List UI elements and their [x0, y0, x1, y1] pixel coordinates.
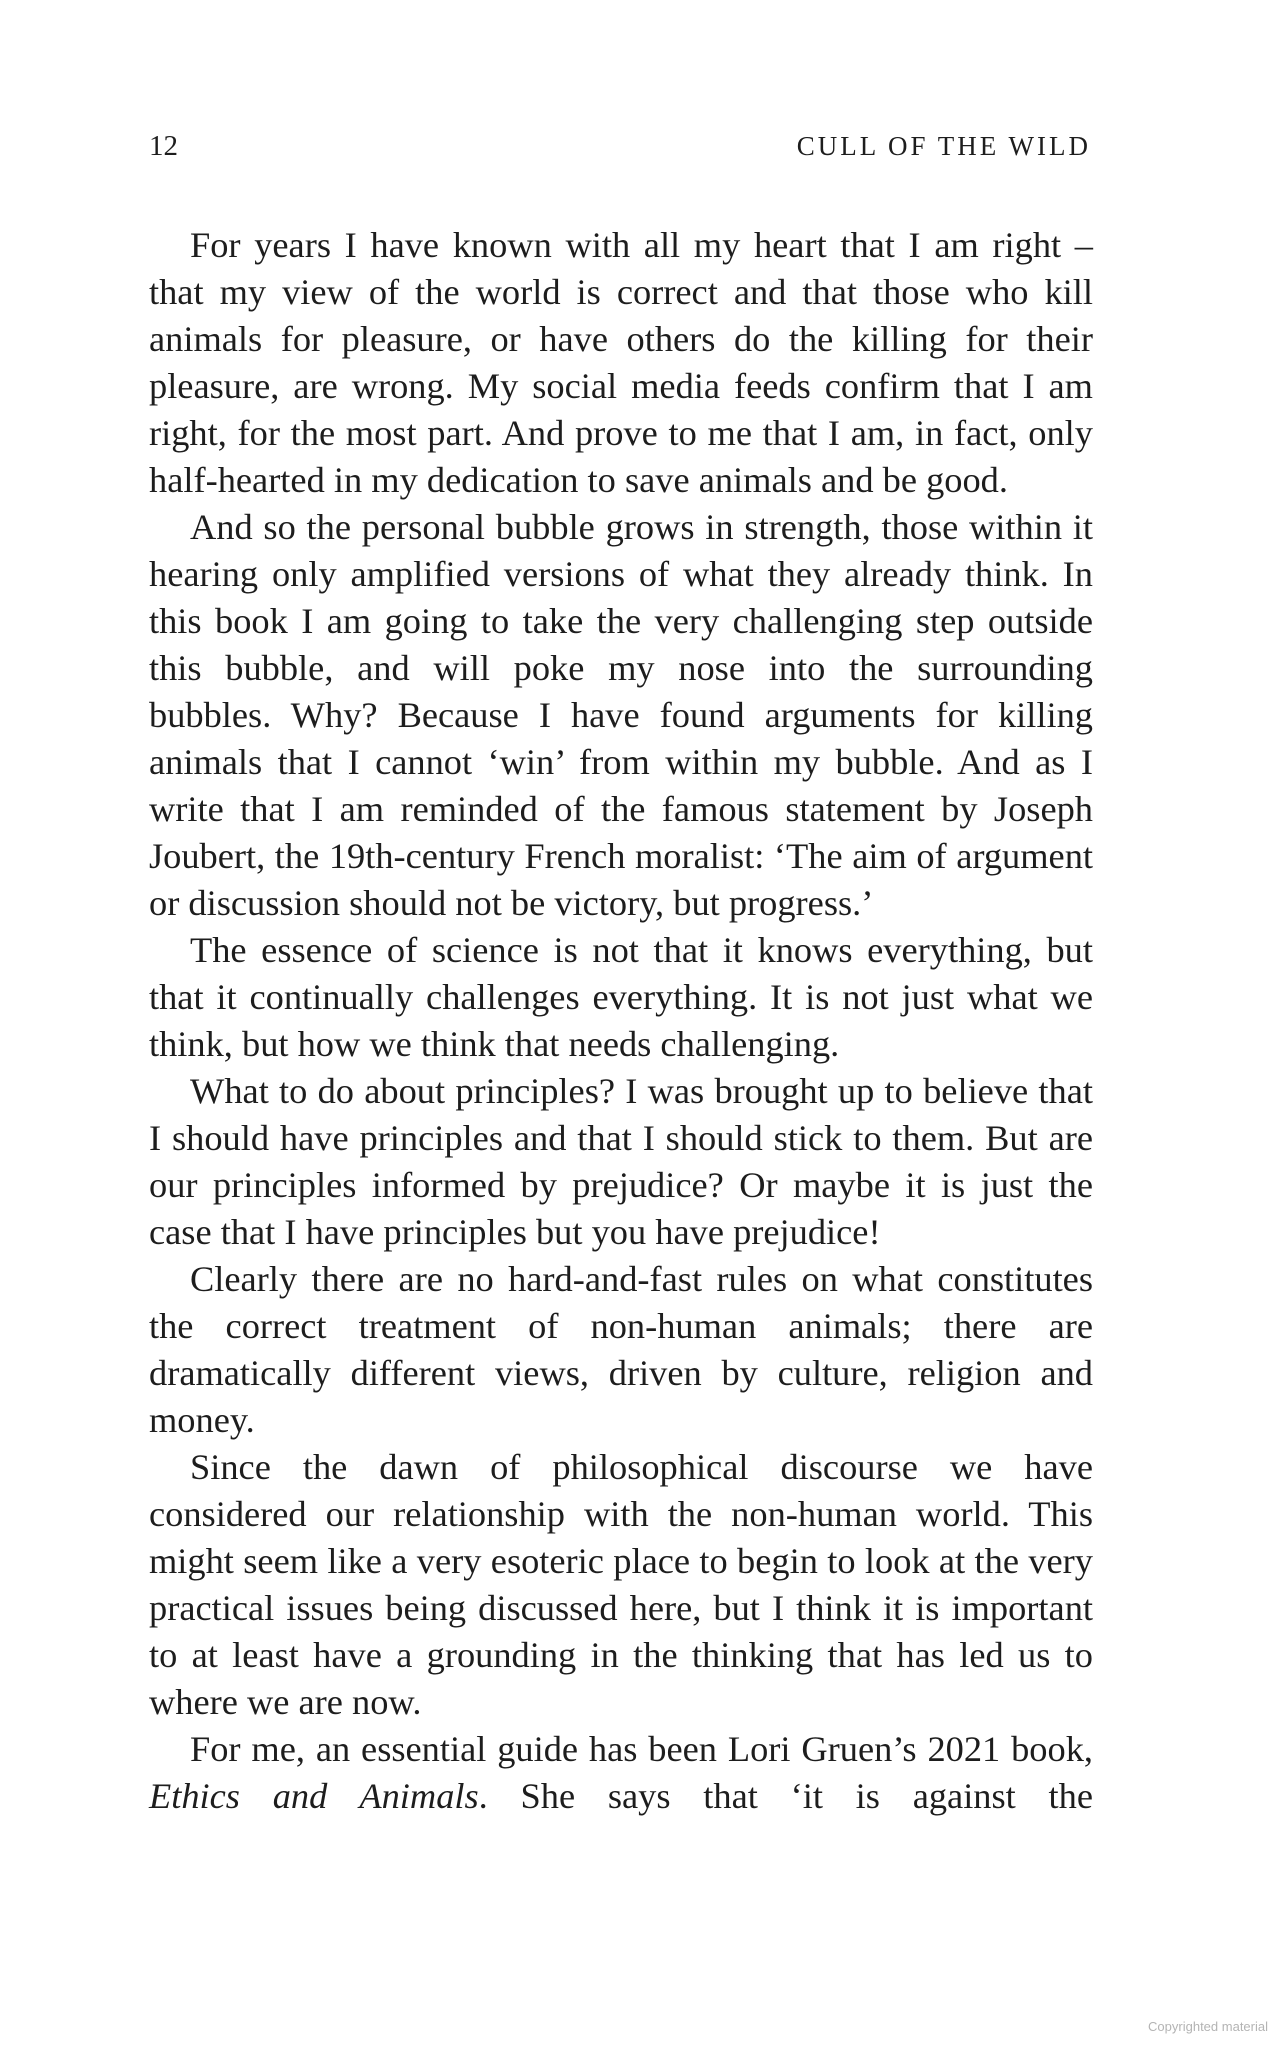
paragraph: The essence of science is not that it knows everything, but that it continually challenges everything. It is not just what we think, but how we think that needs challenging.: [149, 930, 1093, 1064]
cited-book-title: Ethics and Animals: [149, 1776, 479, 1816]
paragraph: Clearly there are no hard-and-fast rules on what constitutes the correct treatment of non-human animals; there are dramatically different views, driven by culture, religion and money.: [149, 1259, 1093, 1440]
paragraph: Since the dawn of philosophical discourse we have considered our relationship with the non-human world. This might seem like a very esoteric place to begin to look at the very practical issues being discussed here, but I think it is important to at least have a grounding in the thinking that has led us to where we are now.: [149, 1447, 1093, 1722]
paragraph-text-before-title: For me, an essential guide has been Lori Gruen’s 2021 book,: [190, 1729, 1093, 1769]
body-text: [149, 222, 1093, 1820]
paragraph: For years I have known with all my heart that I am right – that my view of the world is correct and that those who kill animals for pleasure, or have others do the killing for their pleasure, are wrong. My social media feeds confirm that I am right, for the most part. And prove to me that I am, in fact, only half-hearted in my dedication to save animals and be good.: [149, 225, 1093, 500]
running-head: [149, 126, 1091, 166]
page-number: 12: [149, 130, 178, 162]
paragraph: What to do about principles? I was brought up to believe that I should have principles and that I should stick to them. But are our principles informed by prejudice? Or maybe it is just the case that I have principles but you have prejudice!: [149, 1071, 1093, 1252]
paragraph-text-after-title: . She says that ‘it is against the: [478, 1776, 1093, 1816]
paragraph-continuing: [149, 1726, 1093, 1820]
copyright-watermark: Copyrighted material: [1148, 2019, 1268, 2034]
running-title: CULL OF THE WILD: [796, 131, 1091, 161]
paragraph: And so the personal bubble grows in strength, those within it hearing only amplified versions of what they already think. In this book I am going to take the very challenging step outside this bubble, and will poke my nose into the surrounding bubbles. Why? Because I have found arguments for killing animals that I cannot ‘win’ from within my bubble. And as I write that I am reminded of the famous statement by Joseph Joubert, the 19th-century French moralist: ‘The aim of argument or discussion should not be victory, but progress.’: [149, 507, 1093, 923]
